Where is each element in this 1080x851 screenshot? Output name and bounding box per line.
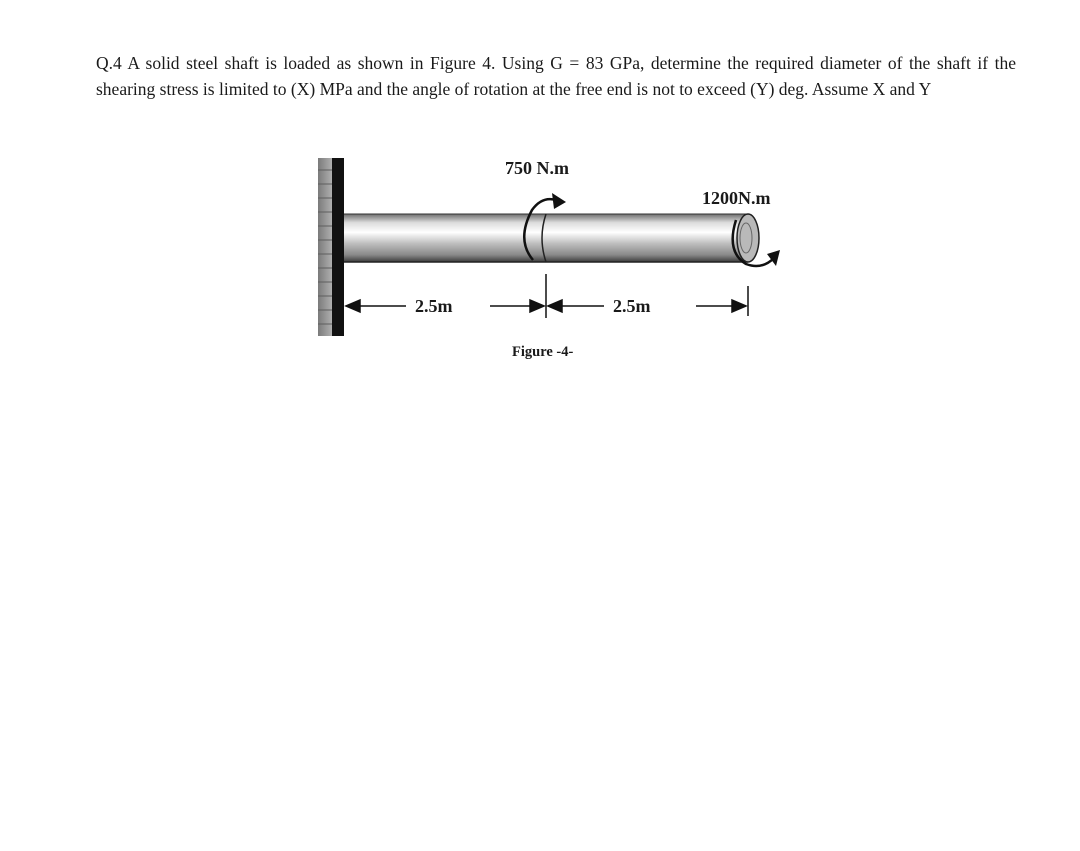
segment-1-length-label: 2.5m <box>415 296 453 316</box>
torque-label-mid: 750 N.m <box>505 158 569 178</box>
torque-label-end: 1200N.m <box>702 188 771 208</box>
fixed-wall-support <box>318 158 344 336</box>
shaft-figure <box>300 150 800 380</box>
segment-2-length-label: 2.5m <box>613 296 651 316</box>
question-text: Q.4 A solid steel shaft is loaded as shown in Figure 4. Using G = 83 GPa, determine the required diameter of the shaft if the shearing stress is limited to (X) MPa and the angle of rotation at the free end is not to exceed (Y) deg. Assume X and Y <box>96 53 1016 99</box>
dimension-lines <box>346 274 748 318</box>
figure-caption: Figure -4- <box>512 344 574 360</box>
steel-shaft <box>344 214 759 262</box>
